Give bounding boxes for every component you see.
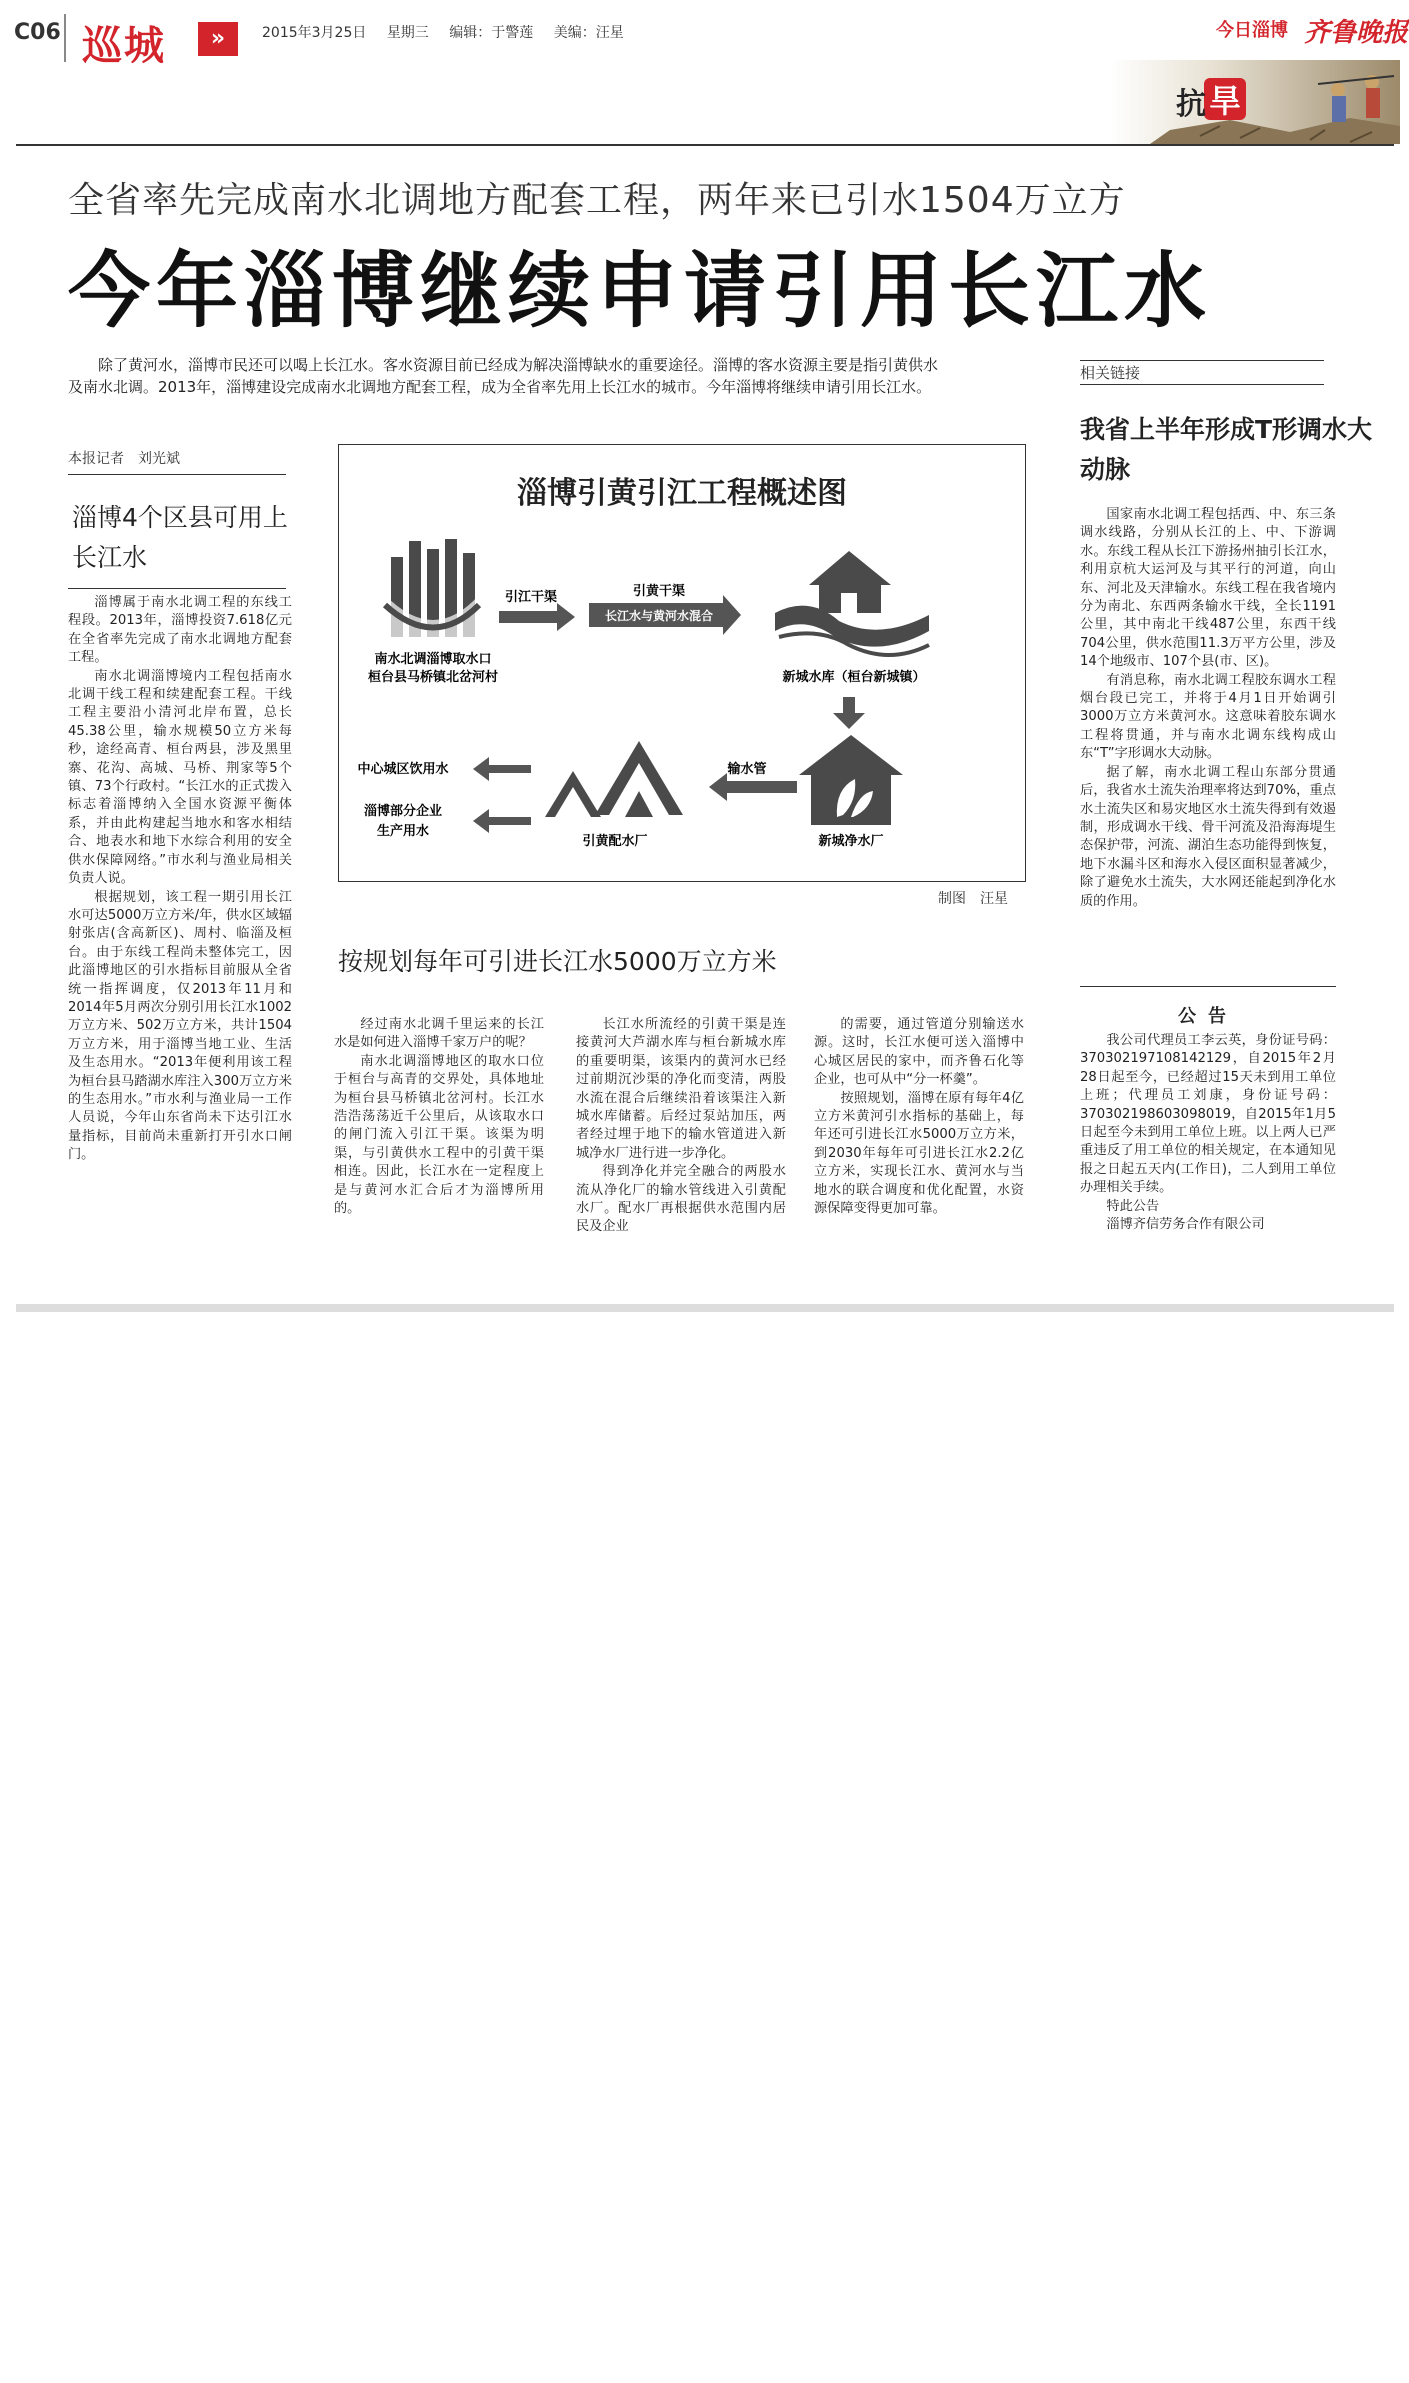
logo-jinri-zibo: 今日淄博 bbox=[1216, 20, 1288, 41]
notice-closing: 特此公告 bbox=[1106, 1198, 1160, 1214]
arrow-left-icon bbox=[709, 773, 797, 801]
article-column-1 bbox=[68, 594, 292, 1165]
arrow-label-pipe: 输水管 bbox=[727, 762, 767, 777]
water-project-diagram bbox=[338, 444, 1026, 882]
designer: 美编：汪星 bbox=[553, 25, 624, 41]
paragraph: 得到净化并完全融合的两股水流从净化厂的输水管线进入引黄配水厂。配水厂再根据供水范围内居民及企业 bbox=[576, 1164, 786, 1235]
notice-body bbox=[1080, 1032, 1336, 1234]
sidebar-body bbox=[1080, 506, 1336, 911]
subhead-5000: 按规划每年可引进长江水5000万立方米 bbox=[338, 947, 777, 976]
arrow-label-yinhuang: 引黄干渠 bbox=[632, 584, 686, 599]
paragraph: 的需要，通过管道分别输送水源。这时，长江水便可送入淄博中心城区居民的家中，而齐鲁石化等企业，也可从中“分一杯羹”。 bbox=[814, 1017, 1024, 1088]
paragraph: 国家南水北调工程包括西、中、东三条调水线路，分别从长江的上、中、下游调水。东线工程从长江下游扬州抽引长江水，利用京杭大运河及与其平行的河道，向山东、河北及天津输水。东线工程在我省境内分为南北、东西两条输水干线，全长1191公里，其中南北干线487公里，东西干线704公里，供水范围11.3万平方公里，涉及14个地级市、107个县(市、区)。 bbox=[1080, 507, 1336, 670]
distribution-plant-icon bbox=[545, 741, 683, 817]
paragraph: 据了解，南水北调工程山东部分贯通后，我省水土流失治理率将达到70%，重点水土流失区和易灾地区水土流失得到有效遏制，形成调水干线、骨干河流及沿海海堤生态保护带，河流、湖泊生态功能得到恢复，地下水漏斗区和海水入侵区面积显著减少，除了避免水土流失，大水网还能起到净化水质的作用。 bbox=[1080, 764, 1336, 909]
banner-kang-glyph: 抗 bbox=[1176, 87, 1206, 122]
paragraph: 有消息称，南水北调工程胶东调水工程烟台段已完工，并将于4月1日开始调引3000万立方米黄河水。这意味着胶东调水工程将贯通，并与南水北调东线构成山东“T”字形调水大动脉。 bbox=[1080, 672, 1336, 762]
notice-signature: 淄博齐信劳务合作有限公司 bbox=[1106, 1217, 1265, 1233]
byline: 本报记者 刘光斌 bbox=[68, 451, 180, 467]
banner-han-glyph: 旱 bbox=[1208, 82, 1242, 120]
page-bottom-rule bbox=[16, 1304, 1394, 1312]
distribution-label: 引黄配水厂 bbox=[582, 834, 648, 849]
article-column-3 bbox=[576, 1016, 786, 1237]
issue-meta bbox=[262, 22, 640, 42]
related-rule-bottom bbox=[1080, 384, 1324, 385]
related-link-tag: 相关链接 bbox=[1080, 364, 1141, 382]
notice-rule bbox=[1080, 986, 1336, 987]
paragraph: 南水北调淄博境内工程包括南水北调干线工程和续建配套工程。干线工程主要沿小清河北岸布置，总长45.38公里，输水规模50立方米每秒，途经高青、桓台两县，涉及黑里寨、花沟、高城、马桥、荆家等5个镇、73个行政村。“长江水的正式拨入标志着淄博纳入全国水资源平衡体系，并由此构建起当地水和客水相结合、地表水和地下水综合利用的安全供水保障网络。”市水利与渔业局相关负责人说。 bbox=[68, 668, 292, 887]
page-number: C06 bbox=[14, 20, 61, 45]
paragraph: 根据规划，该工程一期引用长江水可达5000万立方米/年，供水区域辐射张店(含高新区)、周村、临淄及桓台。由于东线工程尚未整体完工，因此淄博地区的引水指标目前服从全省统一指挥调度，仅2013年11月和2014年5月两次分别引用长江水1002万立方米、502万立方米，共计1504万立方米，用于淄博当地工业、生活及生态用水。“2013年便利用该工程为桓台县马踏湖水库注入300万立方米的生态用水。”市水利与渔业局一工作人员说，今年山东省尚未下达引江水量指标，目前尚未重新打开引水口闸门。 bbox=[68, 889, 292, 1163]
notice-title: 公告 bbox=[1178, 1006, 1238, 1027]
drought-banner-image bbox=[1110, 60, 1400, 144]
column-arrow-icon: » bbox=[198, 22, 238, 56]
lede: 除了黄河水，淄博市民还可以喝上长江水。客水资源目前已经成为解决淄博缺水的重要途径。淄博的客水资源主要是指引黄供水及南水北调。2013年，淄博建设完成南水北调地方配套工程，成为全省率先用上长江水的城市。今年淄博将继续申请引用长江水。 bbox=[68, 356, 939, 396]
arrow-label-yinjiang: 引江干渠 bbox=[504, 590, 558, 605]
paragraph: 长江水所流经的引黄干渠是连接黄河大芦湖水库与桓台新城水库的重要明渠，该渠内的黄河水已经过前期沉沙渠的净化而变清，两股水流在混合后继续沿着该渠注入新城水库储蓄。后经过泵站加压，两者经过埋于地下的输水管道进入新城净水厂进行进一步净化。 bbox=[576, 1017, 786, 1161]
use-drinking-label: 中心城区饮用水 bbox=[357, 762, 449, 777]
byline-rule bbox=[68, 474, 286, 475]
headline: 今年淄博继续申请引用长江水 bbox=[68, 244, 1213, 339]
use-industry-label-2: 生产用水 bbox=[376, 824, 430, 839]
issue-weekday: 星期三 bbox=[386, 25, 429, 41]
editor: 编辑：于警莲 bbox=[449, 25, 534, 41]
arrow-left-icon bbox=[473, 809, 531, 833]
logo-qilu-evening: 齐鲁晚报 bbox=[1304, 18, 1409, 48]
plant-label: 新城净水厂 bbox=[818, 834, 884, 849]
paragraph: 经过南水北调千里运来的长江水是如何进入淄博千家万户的呢？ bbox=[334, 1017, 544, 1051]
issue-date: 2015年3月25日 bbox=[262, 25, 367, 41]
figure-credit: 制图 汪星 bbox=[938, 891, 1008, 907]
article-column-2 bbox=[334, 1016, 544, 1218]
diagram-title: 淄博引黄引江工程概述图 bbox=[517, 476, 847, 511]
intake-building-icon bbox=[385, 539, 479, 641]
subheadline: 全省率先完成南水北调地方配套工程，两年来已引水1504万立方 bbox=[68, 180, 1126, 221]
paragraph: 淄博属于南水北调工程的东线工程段。2013年，淄博投资7.618亿元在全省率先完成了南水北调地方配套工程。 bbox=[68, 595, 292, 666]
arrow-label-mixed: 长江水与黄河水混合 bbox=[604, 609, 714, 623]
reservoir-house-icon bbox=[775, 551, 929, 655]
header-rule bbox=[16, 144, 1394, 146]
intake-label-2: 桓台县马桥镇北岔河村 bbox=[367, 670, 499, 685]
related-rule-top bbox=[1080, 360, 1324, 361]
reservoir-label: 新城水库（桓台新城镇） bbox=[782, 670, 926, 685]
arrow-right-icon bbox=[499, 603, 575, 631]
arrow-left-icon bbox=[473, 757, 531, 781]
use-industry-label-1: 淄博部分企业 bbox=[363, 804, 443, 819]
article-column-4 bbox=[814, 1016, 1024, 1218]
intake-label-1: 南水北调淄博取水口 bbox=[374, 652, 492, 667]
paragraph: 南水北调淄博地区的取水口位于桓台与高青的交界处，具体地址为桓台县马桥镇北岔河村。长江水浩浩荡荡近千公里后，从该取水口的闸门流入引江干渠。该渠为明渠，与引黄供水工程中的引黄干渠相连。因此，长江水在一定程度上是与黄河水汇合后才为淄博所用的。 bbox=[334, 1053, 544, 1217]
header-divider bbox=[64, 14, 66, 62]
arrow-down-icon bbox=[833, 697, 865, 729]
notice-text: 我公司代理员工李云英，身份证号码：370302197108142129，自2015年2月28日起至今，已经超过15天未到用工单位上班；代理员工刘康，身份证号码：370302198603098019，自2015年1月5日起至今未到用工单位上班。以上两人已严重违反了用工单位的相关规定，在本通知见报之日起五天内(工作日)，二人到用工单位办理相关手续。 bbox=[1080, 1033, 1336, 1196]
subhead-rule bbox=[68, 588, 286, 589]
subhead-four-districts: 淄博4个区县可用上长江水 bbox=[72, 503, 288, 572]
column-name: 巡城 bbox=[82, 22, 166, 69]
paragraph: 按照规划，淄博在原有每年4亿立方米黄河引水指标的基础上，每年还可引进长江水5000万立方米，到2030年每年可引进长江水2.2亿立方米，实现长江水、黄河水与当地水的联合调度和优化配置，水资源保障变得更加可靠。 bbox=[814, 1090, 1024, 1217]
water-plant-house-icon bbox=[799, 735, 903, 825]
sidebar-title: 我省上半年形成T形调水大动脉 bbox=[1080, 415, 1373, 484]
